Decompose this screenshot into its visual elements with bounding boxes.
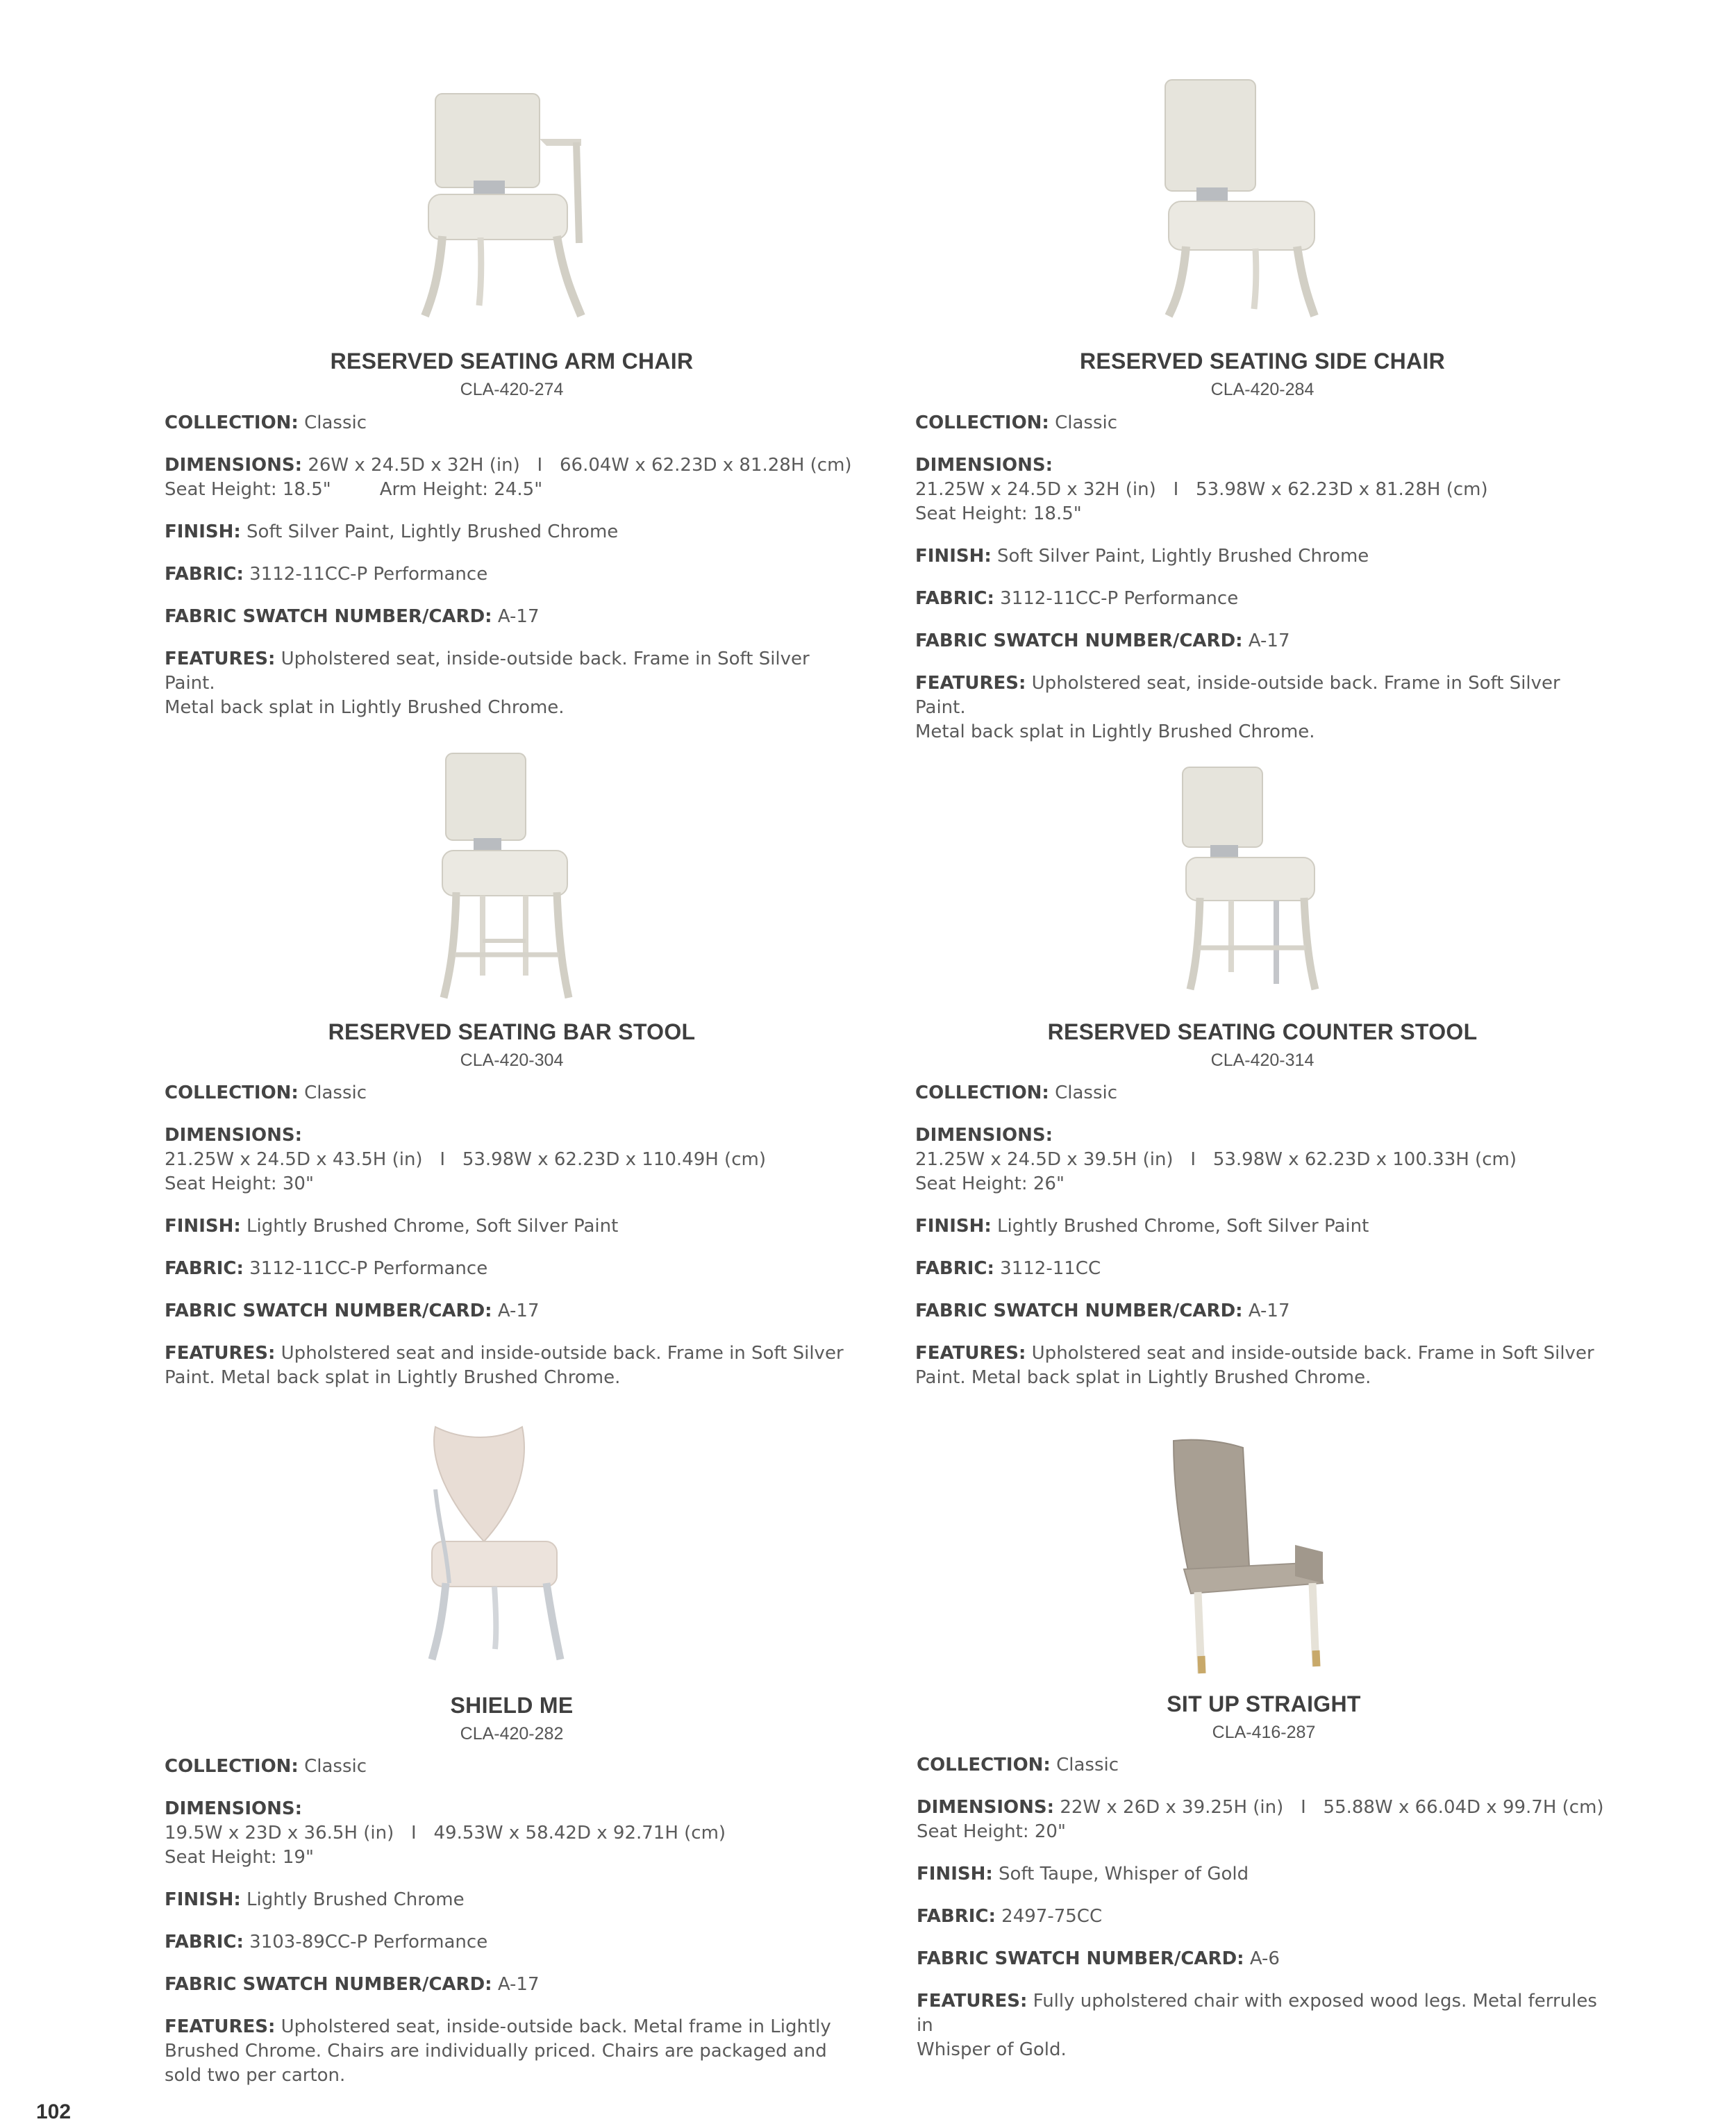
- swatch-label: FABRIC SWATCH NUMBER/CARD:: [165, 1301, 492, 1321]
- features-line-2: Whisper of Gold.: [917, 2039, 1067, 2060]
- finish-value: Lightly Brushed Chrome: [247, 1889, 465, 1910]
- fabric-label: FABRIC:: [165, 1932, 244, 1952]
- features-line-2: Paint. Metal back splat in Lightly Brushed Chrome.: [165, 1367, 621, 1388]
- bar-stool-photo-icon: [422, 746, 588, 1010]
- side-chair-photo-icon: [1144, 76, 1353, 333]
- dimensions-label: DIMENSIONS:: [165, 455, 303, 476]
- dimensions-value: 21.25W x 24.5D x 32H (in) I 53.98W x 62.23D x 81.28H (cm): [915, 479, 1488, 500]
- product-sku: CLA-420-304: [460, 1051, 564, 1070]
- product-specs: [915, 1081, 1610, 1390]
- collection-label: COLLECTION:: [165, 1082, 299, 1103]
- seat-height: Seat Height: 18.5": [165, 479, 331, 500]
- arm-height: Arm Height: 24.5": [379, 479, 543, 500]
- swatch-value: A-17: [497, 1974, 540, 1995]
- shield-chair-photo-icon: [408, 1420, 581, 1670]
- seat-height: Seat Height: 30": [165, 1173, 314, 1194]
- dimensions-label: DIMENSIONS:: [915, 1125, 1053, 1146]
- collection-label: COLLECTION:: [915, 1082, 1049, 1103]
- collection-label: COLLECTION:: [165, 1756, 299, 1777]
- product-title: RESERVED SEATING BAR STOOL: [328, 1019, 696, 1044]
- features-line-1: Upholstered seat, inside-outside back. Frame in Soft Silver Paint.: [165, 649, 810, 694]
- collection-label: COLLECTION:: [915, 412, 1049, 433]
- dimensions-label: DIMENSIONS:: [917, 1797, 1055, 1818]
- swatch-value: A-17: [497, 606, 540, 627]
- fabric-value: 3112-11CC-P Performance: [1000, 588, 1239, 609]
- counter-stool-photo-icon: [1172, 760, 1339, 1010]
- product-sku: CLA-420-282: [460, 1724, 564, 1743]
- features-label: FEATURES:: [165, 2016, 276, 2037]
- sit-up-straight-chair-photo-icon: [1156, 1434, 1330, 1684]
- features-line-1: Upholstered seat and inside-outside back. Frame in Soft Silver: [281, 1343, 844, 1364]
- fabric-label: FABRIC:: [917, 1906, 996, 1927]
- fabric-label: FABRIC:: [165, 1258, 244, 1279]
- swatch-value: A-17: [497, 1301, 540, 1321]
- swatch-value: A-17: [1248, 630, 1290, 651]
- product-title: RESERVED SEATING SIDE CHAIR: [1079, 349, 1446, 374]
- features-line-1: Upholstered seat and inside-outside back. Frame in Soft Silver: [1031, 1343, 1594, 1364]
- swatch-value: A-6: [1249, 1948, 1280, 1969]
- fabric-value: 3112-11CC-P Performance: [249, 564, 488, 585]
- seat-height: Seat Height: 20": [917, 1821, 1066, 1842]
- product-specs: [917, 1753, 1611, 2062]
- collection-value: Classic: [1055, 1082, 1118, 1103]
- product-title: SIT UP STRAIGHT: [1167, 1691, 1361, 1716]
- collection-value: Classic: [1056, 1755, 1119, 1775]
- fabric-value: 3103-89CC-P Performance: [249, 1932, 488, 1952]
- product-specs: [165, 1081, 859, 1390]
- product-specs: [165, 411, 859, 720]
- finish-label: FINISH:: [915, 546, 992, 567]
- product-title: RESERVED SEATING ARM CHAIR: [330, 349, 694, 374]
- seat-height: Seat Height: 19": [165, 1847, 314, 1868]
- fabric-label: FABRIC:: [165, 564, 244, 585]
- features-line-1: Upholstered seat, inside-outside back. Frame in Soft Silver Paint.: [915, 673, 1560, 718]
- dimensions-label: DIMENSIONS:: [165, 1125, 303, 1146]
- features-label: FEATURES:: [165, 649, 276, 669]
- product-sku: CLA-416-287: [1212, 1723, 1316, 1742]
- fabric-label: FABRIC:: [915, 588, 994, 609]
- features-line-2: Metal back splat in Lightly Brushed Chrome.: [165, 697, 565, 718]
- features-line-1: Upholstered seat, inside-outside back. Metal frame in Lightly: [281, 2016, 831, 2037]
- swatch-label: FABRIC SWATCH NUMBER/CARD:: [915, 630, 1243, 651]
- product-title: RESERVED SEATING COUNTER STOOL: [1047, 1019, 1478, 1044]
- dimensions-value: 22W x 26D x 39.25H (in) I 55.88W x 66.04D x 99.7H (cm): [1060, 1797, 1604, 1818]
- finish-label: FINISH:: [165, 1889, 241, 1910]
- finish-value: Soft Taupe, Whisper of Gold: [999, 1864, 1249, 1884]
- dimensions-value: 21.25W x 24.5D x 43.5H (in) I 53.98W x 62.23D x 110.49H (cm): [165, 1149, 766, 1170]
- features-line-1: Fully upholstered chair with exposed wood legs. Metal ferrules in: [917, 1991, 1597, 2036]
- page-number: 102: [36, 2100, 72, 2123]
- swatch-value: A-17: [1248, 1301, 1290, 1321]
- features-line-3: sold two per carton.: [165, 2065, 346, 2086]
- dimensions-label: DIMENSIONS:: [165, 1798, 303, 1819]
- features-line-2: Paint. Metal back splat in Lightly Brushed Chrome.: [915, 1367, 1371, 1388]
- fabric-value: 3112-11CC-P Performance: [249, 1258, 488, 1279]
- collection-value: Classic: [304, 1082, 367, 1103]
- features-label: FEATURES:: [165, 1343, 276, 1364]
- features-label: FEATURES:: [915, 673, 1026, 694]
- dimensions-value: 19.5W x 23D x 36.5H (in) I 49.53W x 58.42D x 92.71H (cm): [165, 1823, 726, 1843]
- features-label: FEATURES:: [917, 1991, 1028, 2012]
- product-specs: [915, 411, 1610, 744]
- seat-height: Seat Height: 18.5": [915, 503, 1082, 524]
- swatch-label: FABRIC SWATCH NUMBER/CARD:: [165, 606, 492, 627]
- swatch-label: FABRIC SWATCH NUMBER/CARD:: [165, 1974, 492, 1995]
- fabric-value: 3112-11CC: [1000, 1258, 1101, 1279]
- finish-value: Soft Silver Paint, Lightly Brushed Chrome: [997, 546, 1369, 567]
- finish-value: Soft Silver Paint, Lightly Brushed Chrome: [247, 521, 619, 542]
- collection-value: Classic: [304, 412, 367, 433]
- collection-label: COLLECTION:: [917, 1755, 1051, 1775]
- finish-value: Lightly Brushed Chrome, Soft Silver Paint: [997, 1216, 1369, 1237]
- arm-chair-photo-icon: [397, 76, 606, 333]
- dimensions-value: 21.25W x 24.5D x 39.5H (in) I 53.98W x 62.23D x 100.33H (cm): [915, 1149, 1517, 1170]
- collection-value: Classic: [1055, 412, 1118, 433]
- product-sku: CLA-420-274: [460, 380, 564, 399]
- collection-value: Classic: [304, 1756, 367, 1777]
- product-sku: CLA-420-284: [1210, 380, 1314, 399]
- dimensions-value: 26W x 24.5D x 32H (in) I 66.04W x 62.23D x 81.28H (cm): [308, 455, 852, 476]
- swatch-label: FABRIC SWATCH NUMBER/CARD:: [917, 1948, 1244, 1969]
- features-line-2: Brushed Chrome. Chairs are individually priced. Chairs are packaged and: [165, 2041, 827, 2062]
- fabric-label: FABRIC:: [915, 1258, 994, 1279]
- collection-label: COLLECTION:: [165, 412, 299, 433]
- seat-height: Seat Height: 26": [915, 1173, 1065, 1194]
- finish-label: FINISH:: [165, 521, 241, 542]
- dimensions-label: DIMENSIONS:: [915, 455, 1053, 476]
- product-sku: CLA-420-314: [1210, 1051, 1314, 1070]
- fabric-value: 2497-75CC: [1001, 1906, 1103, 1927]
- finish-value: Lightly Brushed Chrome, Soft Silver Paint: [247, 1216, 619, 1237]
- finish-label: FINISH:: [915, 1216, 992, 1237]
- finish-label: FINISH:: [165, 1216, 241, 1237]
- swatch-label: FABRIC SWATCH NUMBER/CARD:: [915, 1301, 1243, 1321]
- features-line-2: Metal back splat in Lightly Brushed Chrome.: [915, 721, 1315, 742]
- finish-label: FINISH:: [917, 1864, 993, 1884]
- features-label: FEATURES:: [915, 1343, 1026, 1364]
- product-specs: [165, 1755, 859, 2088]
- product-title: SHIELD ME: [450, 1693, 574, 1718]
